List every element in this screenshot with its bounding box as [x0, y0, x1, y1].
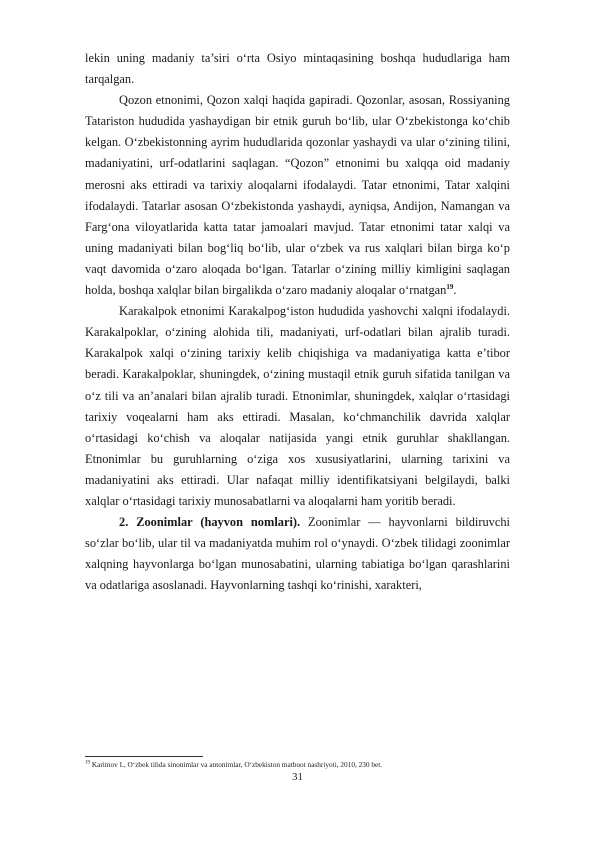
- paragraph-2: [85, 90, 510, 301]
- section-heading: 2. Zoonimlar (hayvon nomlari).: [119, 515, 301, 530]
- footnote-separator: [85, 756, 203, 757]
- paragraph-2-text: Qozon etnonimi, Qozon xalqi haqida gapiradi. Qozonlar, asosan, Rossiyaning Tatariston hududida yashaydigan bir etnik guruh bo‘lib, ular O‘zbekistonga ko‘chib kelgan. O‘zbekistonning ayrim hududlarida qozonlar yashaydi va ular o‘zining tilini, madaniyatini, urf-odatlarini saqlagan. “Qozon” etnonimi bu xalqqa oid madaniy merosni aks ettiradi va tarixiy aloqalarni ifodalaydi. Tatar etnonimi, Tatar xalqini ifodalaydi. Tatarlar asosan O‘zbekistonda yashaydi, ayniqsa, Andijon, Namangan va Farg‘ona viloyatlarida katta tatar jamoalari mavjud. Tatar etnonimi tatar xalqi va uning madaniyati bilan bog‘liq bo‘lib, ular o‘zbek va rus xalqlari bilan birga ko‘p vaqt davomida o‘zaro aloqada bo‘lgan. Tatarlar o‘zining milliy kimligini saqlagan holda, boshqa xalqlar bilan birgalikda o‘zaro madaniy aloqalar o‘rnatgan: [85, 93, 510, 298]
- footnote: [85, 760, 525, 770]
- paragraph-1: lekin uning madaniy ta’siri o‘rta Osiyo mintaqasining boshqa hududlariga ham tarqalgan.: [85, 51, 510, 87]
- footnote-number: 19: [85, 760, 90, 766]
- body-text: [85, 48, 510, 596]
- footnote-reference[interactable]: 19: [446, 282, 454, 291]
- paragraph-4: [85, 512, 510, 596]
- page-number: 31: [292, 771, 303, 783]
- paragraph-2-end: .: [453, 283, 457, 298]
- footnote-text: Karimov I., O‘zbek tilida sinonimlar va antonimlar, O‘zbekiston matbuot nashriyoti, 2010, 230 bet.: [90, 760, 383, 769]
- paragraph-4-text: Zoonimlar — hayvonlarni bildiruvchi so‘zlar bo‘lib, ular til va madaniyatda muhim rol o‘ynaydi. O‘zbek tilidagi zoonimlar xalqning hayvonlarga bo‘lgan munosabatini, ularning tabiatiga bo‘lgan qarashlarini va odatlariga asoslanadi. Hayvonlarning tashqi ko‘rinishi, xarakteri,: [85, 515, 511, 593]
- paragraph-3: Karakalpok etnonimi Karakalpog‘iston hududida yashovchi xalqni ifodalaydi. Karakalpoklar, o‘zining alohida tili, madaniyati, urf-odatlari bilan ajralib turadi. Karakalpok xalqi o‘zining tarixiy kelib chiqishiga va madaniyatiga katta e’tibor beradi. Karakalpoklar, shuningdek, o‘zining mustaqil etnik guruh sifatida tanilgan va o‘z tili va an’analari bilan ajralib turadi. Etnonimlar, shuningdek, xalqlar o‘rtasidagi tarixiy voqealarni ham aks ettiradi. Masalan, ko‘chmanchilik davrida xalqlar o‘rtasidagi ko‘chish va aloqalar natijasida yangi etnik guruhlar shakllangan. Etnonimlar bu guruhlarning o‘ziga xos xususiyatlarini, ularning tarixini va madaniyatini aks ettiradi. Ular nafaqat milliy identifikatsiyani belgilaydi, balki xalqlar o‘rtasidagi tarixiy munosabatlarni va aloqalarni ham yoritib beradi.: [85, 304, 510, 508]
